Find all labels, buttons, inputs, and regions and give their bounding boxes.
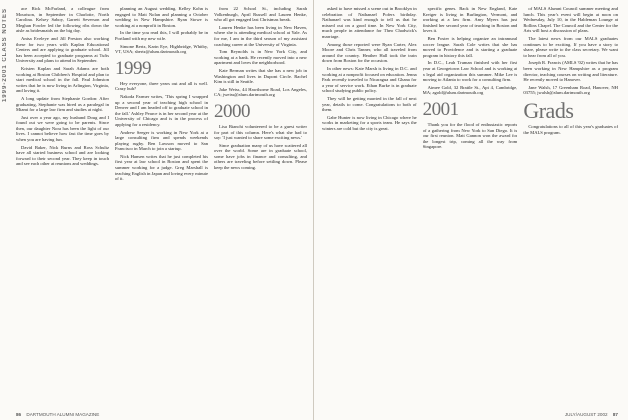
text-paragraph: Ben Foster is helping organize an intramural soccer league. Sarah Cole writes that she has moved to Providence and is starting a graduate program in history this fall.: [422, 35, 518, 58]
text-paragraph: specific genes. Back in New England, Kate Kreiger is living in Burlington, Vermont, and working at a law firm. Amy Myers has just finished her second year of teaching in Boston and loves it.: [422, 6, 518, 34]
text-paragraph: ace Rick McFarland, a colleague from Mourison, in September in Charlotte, North Carolina. Kelsey Saboy, Garrett Severson and Meghan Fowler led the following ribs down the aisle as bridesmaids on the big day.: [16, 6, 109, 34]
year-heading-2000: 2000: [214, 100, 250, 122]
left-column-1: [16, 6, 109, 402]
issue-date: JULY/AUGUST 2002: [564, 412, 608, 417]
text-paragraph: David Baker, Nick Burns and Ross Schultz have all started business school and are looking forward to their second year. They keep in touch and see each other at reunions and weddings.: [16, 144, 109, 167]
magazine-title: DARTMOUTH ALUMNI MAGAZINE: [26, 412, 100, 417]
text-paragraph: Jake Weiss, 44 Hawthorne Road, Los Angeles, CA; jweiss@alum.dartmouth.org: [214, 86, 307, 98]
text-paragraph: Lauren Henke has been living in New Haven, where she is attending medical school at Yale. As for me, I am in the third season of my assistant coaching career at the University of Virginia.: [214, 24, 307, 47]
text-paragraph: Nick Hansen writes that he just completed his first year at law school in Boston and spent the summer working for a judge. Greg Marshall is teaching English in Japan and loving every minute of it.: [115, 153, 208, 182]
text-paragraph: In the time you read this, I will probably be in Portland with my new wife.: [115, 30, 208, 41]
text-paragraph: Among those reported were Ryan Carter, Alex Moore and Chris Tanner, who all traveled from around the country. Heather Hall took the train down from Boston for the occasion.: [322, 41, 417, 64]
text-paragraph: Kate Berman writes that she has a new job in Washington and lives in Dupont Circle. Rachel Kim is still in Seattle.: [214, 67, 307, 85]
text-paragraph: Jane Walsh, 17 Greenham Road, Hanover, NH 03755; jwalsh@alum.dartmouth.org: [523, 84, 618, 96]
right-page: [314, 0, 628, 420]
text-paragraph: Aimee Gold, 32 Brattle St., Apt 4, Cambridge, MA; agold@alum.dartmouth.org: [422, 84, 518, 96]
left-footer: [16, 412, 99, 417]
text-paragraph: Anisa Eveleye and Jill Preston also working these for two years with Kaplan Educational Centers and are applying to graduate school. Jill has been accepted to graduate programs at Tufts University and plans to attend in September.: [16, 35, 109, 64]
text-paragraph: Joseph R. Francis (AMLS '02) writes that he has been working in New Hampshire as a program director, teaching courses on writing and literature. He recently moved to Hanover.: [523, 60, 618, 83]
page-number-right: 87: [612, 412, 618, 417]
text-paragraph: Lisa Bianchi volunteered to be a guest writer for part of this column. Here's what she had to say: 'I just wanted to share some exciting news.': [214, 123, 307, 141]
text-paragraph: Gabe Hunter is now living in Chicago where he works in marketing for a sports team. He says the winters are cold but the city is great.: [322, 114, 417, 131]
text-paragraph: They will be getting married in the fall of next year, details to come. Congratulations to both of them.: [322, 95, 417, 113]
grads-heading: Grads: [523, 97, 574, 123]
right-column-2: [423, 6, 518, 402]
right-column-3: [523, 6, 618, 402]
text-paragraph: A long update from Stephanie Gordon: After graduating, Stephanie was hired as a paralegal in Miami for a large law firm and studies at night.: [16, 95, 109, 113]
text-paragraph: Simone Bertz, Karin Eye, Highbridge, Whitby, VT, USA; sbertz@alum.dartmouth.org: [115, 43, 208, 55]
text-paragraph: asked to have missed a scene out in Brooklyn in celebration of Nathanael Pofers birthday. Nathanael was kind enough to tell us that he missed out on a good time. In New York City, much people in attendance for Theo Chadwick's marriage.: [322, 6, 417, 39]
text-paragraph: In other news: Kate Marsh is living in D.C. and working at a nonprofit focused on education. Jenna Park recently traveled to Nicaragua and Ghana for a year of service work. Ethan Burke is in graduate school studying public policy.: [322, 65, 417, 94]
text-paragraph: Hey everyone, three years out and all is well. Crazy huh?: [115, 80, 208, 92]
page-number-left: 86: [16, 412, 22, 417]
text-paragraph: Thank you for the flood of enthusiastic reports of a gathering from New York to San Diego. It is our first reunion. Matt Gannon won the award for the longest trip, coming all the way from Singapore.: [422, 121, 518, 150]
text-paragraph: Kristen Kaplan and Sarah Adams are both working at Boston Children's Hospital and plan to start medical school in the fall. Paul Johnston writes that he is now living in Arlington, Virginia, and loving it.: [16, 65, 109, 94]
text-paragraph: In D.C., Leah Truman finished with her first year at Georgetown Law School and is working at a legal aid organization this summer. Mike Lee is moving to Atlanta to work for a consulting firm.: [422, 60, 518, 83]
text-paragraph: from 22 School St., including Sarah Volkenburgh, April Russell and Lauren Henke, who all got engaged last Christmas break.: [214, 6, 307, 23]
text-paragraph: Congratulations to all of this year's graduates of the MALS program.: [523, 123, 618, 135]
year-heading-1999: 1999: [115, 57, 151, 79]
text-paragraph: Nakoda Farmer writes, 'This spring I wrapped up a second year of teaching high school in Denver and I am headed off to graduate school in the fall.' Ashley Pearce is in her second year at the University of Chicago and is in the process of applying for a residency.: [115, 93, 208, 127]
text-paragraph: Tom Reynolds is in New York City, and working at a bank. He recently moved into a new apartment and loves the neighborhood.: [214, 49, 307, 66]
spine-label: 1999-2001 CLASS NOTES: [2, 8, 8, 103]
text-paragraph: of MALS Alumni Council summer meeting and lunch. This year's event will begin at noon on Wednesday, July 10, in the Haldeman Lounge at Rollins Chapel. The Council and the Center for the Arts will host a discussion of plans.: [523, 6, 618, 34]
text-paragraph: Andrew Seeger is working in New York at a large consulting firm and spends weekends playing rugby. Ben Lawson moved to San Francisco in March to join a startup.: [115, 129, 208, 152]
right-footer: [565, 412, 618, 417]
year-heading-2001: 2001: [422, 98, 459, 120]
text-paragraph: Since graduation many of us have scattered all over the world. Some are in graduate school, some have jobs in finance and consulting, and others are traveling before settling down. Please keep the news coming.: [214, 142, 307, 171]
text-paragraph: The latest news from our MALS graduates continues to be exciting. If you have a story to share, please write to the class secretary. We want to hear from all of you.: [523, 35, 618, 58]
right-columns: [322, 6, 618, 402]
text-paragraph: planning an August wedding. Kelley Kohn is engaged to Matt Nolan and planning a October wedding in New Hampshire. Ryan Stowe is working at a nonprofit in Boston.: [115, 6, 208, 28]
left-columns: [16, 6, 307, 402]
left-column-3: [214, 6, 307, 402]
text-paragraph: Just over a year ago, my husband Doug and I found out we were going to be parents. Since then, our daughter Nora has been the light of our lives. I cannot believe how fast the time goes by when you are having fun.: [16, 114, 109, 143]
right-column-1: [322, 6, 417, 402]
left-column-2: [115, 6, 208, 402]
